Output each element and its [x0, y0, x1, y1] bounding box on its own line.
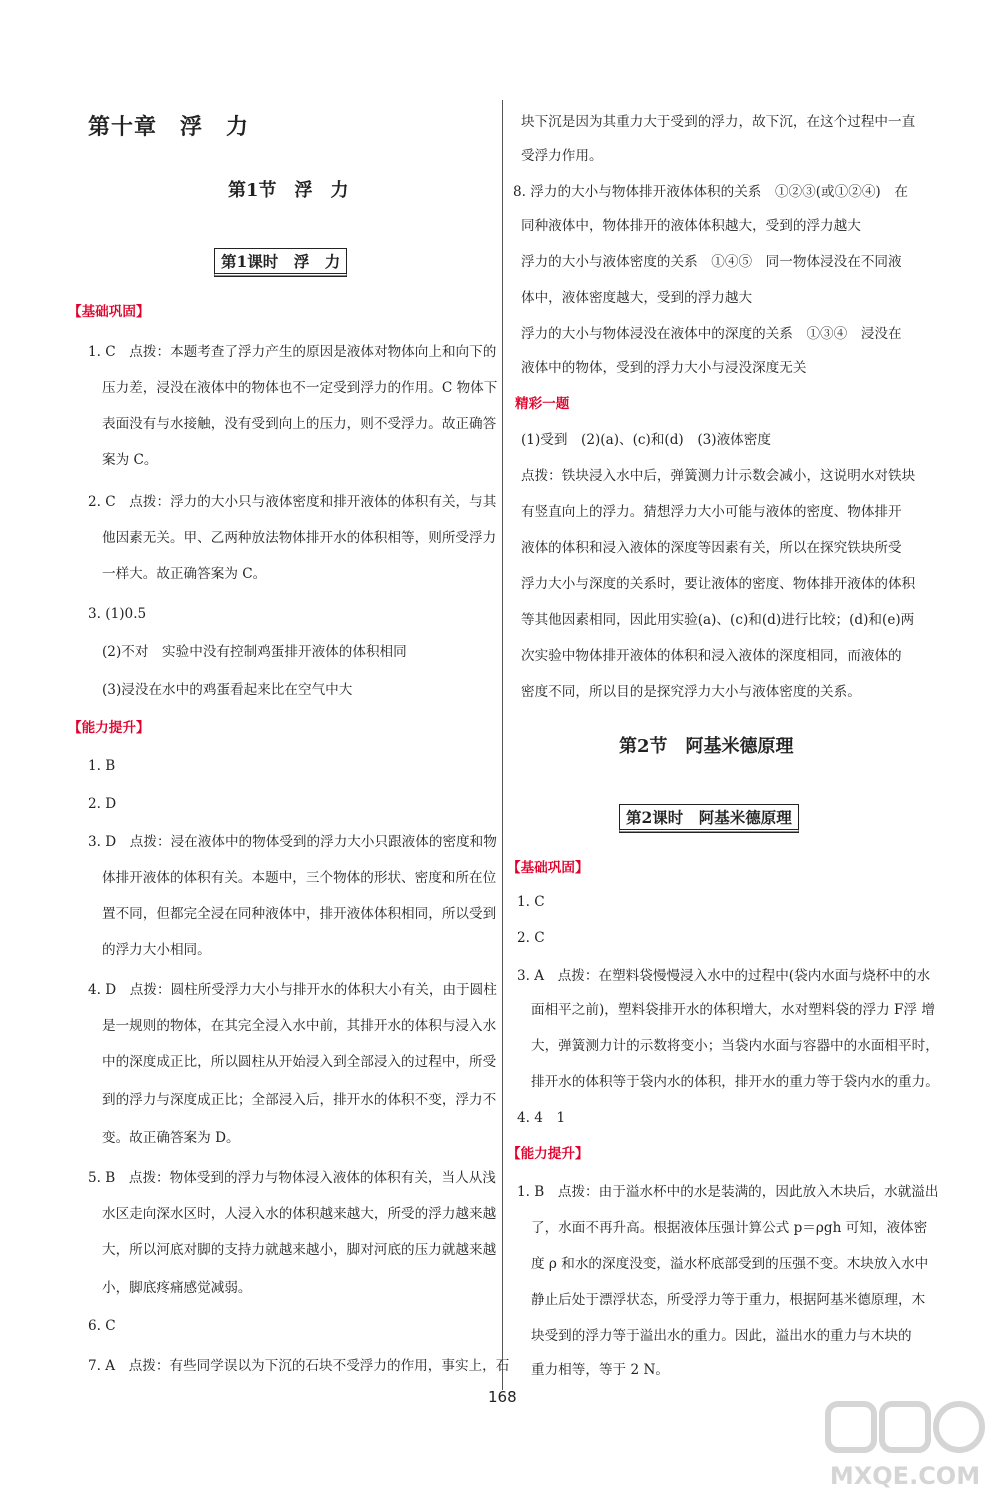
answer-line: 静止后处于漂浮状态，所受浮力等于重力，根据阿基米德原理，木 [531, 1292, 926, 1308]
answer-line: 到的浮力与深度成正比；全部浸入后，排开水的体积不变，浮力不 [102, 1092, 497, 1108]
answer-line: 1. B [88, 758, 116, 774]
section-tag-basic: 【基础巩固】 [68, 304, 150, 320]
answer-line: 中的深度成正比，所以圆柱从开始浸入到全部浸入的过程中，所受 [102, 1054, 497, 1070]
answer-line: 了，水面不再升高。根据液体压强计算公式 p＝ρgh 可知，液体密 [531, 1220, 928, 1236]
answer-line: 排开水的体积等于袋内水的体积，排开水的重力等于袋内水的重力。 [531, 1074, 939, 1090]
answer-line: 浮力大小与深度的关系时，要让液体的密度、物体排开液体的体积 [521, 576, 916, 592]
answer-line: 体排开液体的体积有关。本题中，三个物体的形状、密度和所在位 [102, 870, 497, 886]
answer-line: 等其他因素相同，因此用实验(a)、(c)和(d)进行比较；(d)和(e)两 [521, 612, 915, 628]
answer-line: 2. C [517, 930, 545, 946]
section-tag-highlight: 精彩一题 [515, 396, 570, 412]
answer-line: 他因素无关。甲、乙两种放法物体排开水的体积相等，则所受浮力 [102, 530, 497, 546]
answer-line: 液体中的物体，受到的浮力大小与浸没深度无关 [521, 360, 807, 376]
section-tag-ability: 【能力提升】 [507, 1146, 589, 1162]
answer-line: 体中，液体密度越大，受到的浮力越大 [521, 290, 753, 306]
answer-line: 度 ρ 和水的深度没变，溢水杯底部受到的压强不变。木块放入水中 [531, 1256, 929, 1272]
lesson-title: 第1课时 浮 力 [214, 248, 347, 274]
answer-line: 受浮力作用。 [521, 148, 603, 164]
answer-line: 置不同，但都完全浸在同种液体中，排开液体体积相同，所以受到 [102, 906, 497, 922]
answer-line: 块下沉是因为其重力大于受到的浮力，故下沉，在这个过程中一直 [521, 114, 916, 130]
answer-line: 有竖直向上的浮力。猜想浮力大小可能与液体的密度、物体排开 [521, 504, 902, 520]
answer-line: 的浮力大小相同。 [102, 942, 211, 958]
watermark-text: MXQE.COM [829, 1462, 981, 1490]
answer-line: (1)受到 (2)(a)、(c)和(d) (3)液体密度 [521, 432, 771, 448]
answer-line: 5. B 点拨：物体受到的浮力与物体浸入液体的体积有关，当人从浅 [88, 1170, 496, 1186]
answer-line: 液体的体积和浸入液体的深度等因素有关，所以在探究铁块所受 [521, 540, 902, 556]
page-number: 168 [488, 1388, 517, 1406]
answer-line: 一样大。故正确答案为 C。 [102, 566, 267, 582]
answer-line: 面相平之前)，塑料袋排开水的体积增大，水对塑料袋的浮力 F浮 增 [531, 1002, 936, 1018]
answer-line: 3. D 点拨：浸在液体中的物体受到的浮力大小只跟液体的密度和物 [88, 834, 497, 850]
answer-line: 变。故正确答案为 D。 [102, 1130, 240, 1146]
section-tag-ability: 【能力提升】 [68, 720, 150, 736]
section-title: 第1节 浮 力 [228, 180, 349, 201]
answer-line: 7. A 点拨：有些同学误以为下沉的石块不受浮力的作用，事实上，石 [88, 1358, 510, 1374]
answer-line: 3. (1)0.5 [88, 606, 147, 622]
answer-line: 水区走向深水区时，人浸入水的体积越来越大，所受的浮力越来越 [102, 1206, 497, 1222]
answer-line: 4. 4 1 [517, 1110, 566, 1126]
answer-line: 重力相等，等于 2 N。 [531, 1362, 669, 1378]
answer-line: 小，脚底疼痛感觉减弱。 [102, 1280, 252, 1296]
answer-line: (3)浸没在水中的鸡蛋看起来比在空气中大 [102, 682, 353, 698]
answer-line: 3. A 点拨：在塑料袋慢慢浸入水中的过程中(袋内水面与烧杯中的水 [517, 968, 931, 984]
answer-line: 是一规则的物体，在其完全浸入水中前，其排开水的体积与浸入水 [102, 1018, 497, 1034]
answer-line: 同种液体中，物体排开的液体体积越大，受到的浮力越大 [521, 218, 861, 234]
answer-line: 2. D [88, 796, 117, 812]
answer-line: 大，所以河底对脚的支持力就越来越小，脚对河底的压力就越来越 [102, 1242, 497, 1258]
answer-line: 压力差，浸没在液体中的物体也不一定受到浮力的作用。C 物体下 [102, 380, 498, 396]
answer-line: 1. B 点拨：由于溢水杯中的水是装满的，因此放入木块后，水就溢出 [517, 1184, 939, 1200]
answer-line: 大，弹簧测力计的示数将变小；当袋内水面与容器中的水面相平时， [531, 1038, 939, 1054]
answer-line: (2)不对 实验中没有控制鸡蛋排开液体的体积相同 [102, 644, 407, 660]
watermark-logo [820, 1398, 990, 1493]
section-tag-basic: 【基础巩固】 [507, 860, 589, 876]
section-title: 第2节 阿基米德原理 [619, 736, 794, 757]
answer-line: 密度不同，所以目的是探究浮力大小与液体密度的关系。 [521, 684, 861, 700]
answer-line: 4. D 点拨：圆柱所受浮力大小与排开水的体积大小有关，由于圆柱 [88, 982, 497, 998]
answer-line: 1. C [517, 894, 545, 910]
answer-line: 案为 C。 [102, 452, 158, 468]
lesson-title: 第2课时 阿基米德原理 [619, 804, 799, 830]
column-divider [502, 100, 503, 1390]
answer-line: 块受到的浮力等于溢出水的重力。因此，溢出水的重力与木块的 [531, 1328, 912, 1344]
answer-line: 次实验中物体排开液体的体积和浸入液体的深度相同，而液体的 [521, 648, 902, 664]
answer-line: 浮力的大小与液体密度的关系 ①④⑤ 同一物体浸没在不同液 [521, 254, 902, 270]
chapter-title: 第十章 浮 力 [88, 114, 250, 140]
answer-line: 表面没有与水接触，没有受到向上的压力，则不受浮力。故正确答 [102, 416, 497, 432]
answer-line: 8. 浮力的大小与物体排开液体体积的关系 ①②③(或①②④) 在 [513, 184, 908, 200]
answer-line: 6. C [88, 1318, 116, 1334]
answer-line: 2. C 点拨：浮力的大小只与液体密度和排开液体的体积有关，与其 [88, 494, 497, 510]
answer-line: 浮力的大小与物体浸没在液体中的深度的关系 ①③④ 浸没在 [521, 326, 902, 342]
answer-line: 点拨：铁块浸入水中后，弹簧测力计示数会减小，这说明水对铁块 [521, 468, 916, 484]
answer-line: 1. C 点拨：本题考查了浮力产生的原因是液体对物体向上和向下的 [88, 344, 497, 360]
